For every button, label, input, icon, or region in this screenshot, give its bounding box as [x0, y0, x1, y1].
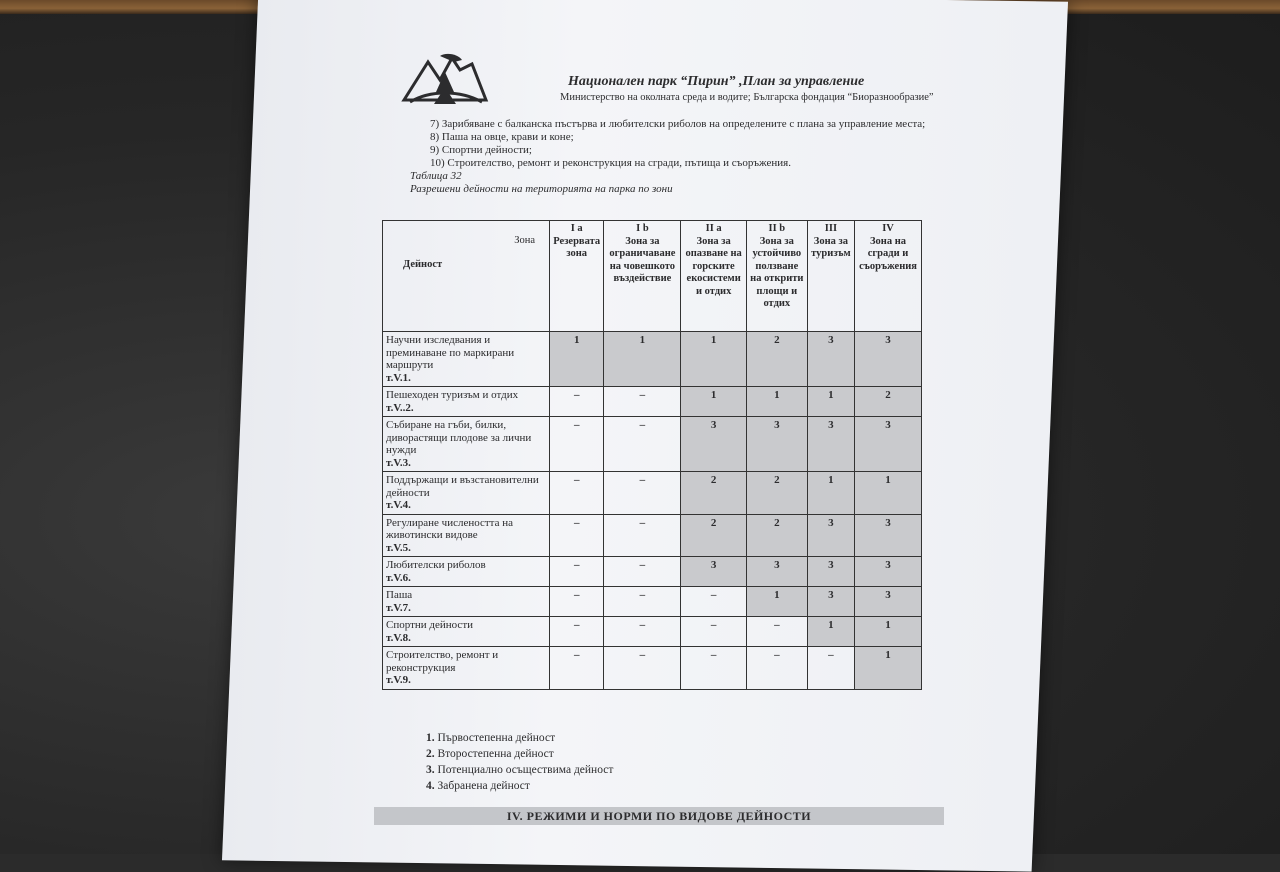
activity-name: Поддържащи и възстановителни дейности	[386, 474, 539, 499]
activity-name: Събиране на гъби, билки, диворастящи плодове за лични нужди	[386, 419, 532, 456]
value-cell: 3	[681, 417, 747, 472]
value-cell: –	[550, 387, 604, 417]
corner-zone-label: Зона	[514, 235, 535, 246]
column-code: I b	[636, 223, 649, 234]
value-cell: –	[681, 587, 747, 617]
value-cell: –	[807, 647, 854, 690]
value-cell: –	[604, 387, 681, 417]
value-cell: 3	[746, 557, 807, 587]
table-row	[383, 557, 922, 587]
activity-cell	[383, 332, 550, 387]
table-header-row	[383, 221, 922, 332]
list-item: 10) Строителство, ремонт и реконструкция на сгради, пътища и съоръжения.	[430, 157, 791, 169]
table-row	[383, 647, 922, 690]
value-cell: 1	[746, 387, 807, 417]
column-label: Резервата зона	[553, 235, 601, 259]
table-number: Таблица 32	[410, 170, 462, 182]
corner-activity-label: Дейност	[403, 259, 443, 270]
legend-text: Второстепенна дейност	[437, 748, 554, 760]
value-cell: 1	[550, 332, 604, 387]
value-cell: 2	[681, 514, 747, 557]
value-cell: 1	[681, 387, 747, 417]
table-row	[383, 587, 922, 617]
value-cell: 1	[807, 617, 854, 647]
column-header	[681, 221, 747, 332]
list-item: 8) Паша на овце, крави и коне;	[430, 131, 574, 143]
activity-cell	[383, 514, 550, 557]
header-subtitle: Министерство на околната среда и водите; Българска фондация “Биоразнообразие”	[560, 92, 934, 103]
table-row	[383, 417, 922, 472]
activity-cell	[383, 472, 550, 515]
value-cell: –	[681, 647, 747, 690]
activity-cell	[383, 417, 550, 472]
value-cell: 1	[855, 647, 922, 690]
column-label: Зона за устойчиво ползване на открити площи и отдих	[750, 235, 804, 309]
value-cell: 1	[807, 472, 854, 515]
activity-ref: т.V.8.	[386, 631, 411, 644]
column-header	[746, 221, 807, 332]
value-cell: –	[550, 514, 604, 557]
value-cell: 3	[855, 514, 922, 557]
column-code: II a	[705, 223, 722, 234]
activity-cell	[383, 587, 550, 617]
document-header	[400, 50, 960, 110]
value-cell: –	[550, 472, 604, 515]
activity-name: Пешеходен туризъм и отдих	[386, 389, 519, 401]
legend-number: 4.	[426, 780, 435, 792]
header-title: Национален парк “Пирин” ,План за управление	[568, 74, 865, 89]
activity-ref: т.V.4.	[386, 499, 411, 511]
value-cell: –	[550, 557, 604, 587]
table-row	[383, 617, 922, 647]
legend-text: Потенциално осъществима дейност	[437, 764, 614, 776]
table-row	[383, 472, 922, 515]
legend-item	[426, 730, 613, 746]
value-cell: –	[681, 617, 747, 647]
legend-text: Първостепенна дейност	[437, 732, 556, 744]
column-label: Зона за опазване на горските екосистеми и отдих	[685, 235, 742, 297]
value-cell: 2	[681, 472, 747, 515]
value-cell: –	[604, 557, 681, 587]
value-cell: 3	[807, 417, 854, 472]
table-row	[383, 514, 922, 557]
legend-number: 1.	[426, 732, 435, 744]
value-cell: 3	[807, 332, 854, 387]
value-cell: 3	[855, 332, 922, 387]
column-header	[855, 221, 922, 332]
activity-ref: т.V.3.	[386, 456, 411, 469]
column-header	[807, 221, 854, 332]
value-cell: –	[604, 417, 681, 472]
value-cell: 3	[807, 587, 854, 617]
column-label: Зона за туризъм	[811, 235, 851, 259]
column-code: IV	[882, 223, 894, 234]
list-item: 9) Спортни дейности;	[430, 144, 532, 156]
intro-list	[410, 118, 930, 196]
value-cell: –	[550, 647, 604, 690]
legend-number: 2.	[426, 748, 435, 760]
activity-name: Спортни дейности	[386, 619, 474, 631]
value-cell: –	[604, 617, 681, 647]
column-code: I a	[570, 223, 583, 234]
activity-name: Паша	[386, 589, 413, 601]
value-cell: 2	[746, 514, 807, 557]
column-code: II b	[768, 223, 786, 234]
value-cell: 3	[855, 587, 922, 617]
column-label: Зона за ограничаване на човешкото въздействие	[609, 235, 676, 284]
value-cell: –	[746, 647, 807, 690]
legend-item	[426, 778, 613, 794]
activity-cell	[383, 387, 550, 417]
value-cell: 2	[855, 387, 922, 417]
table-caption: Разрешени дейности на територията на парка по зони	[410, 183, 673, 195]
value-cell: –	[604, 472, 681, 515]
activity-name: Строителство, ремонт и реконструкция	[386, 649, 499, 674]
legend-item	[426, 762, 613, 778]
activity-cell	[383, 617, 550, 647]
activity-ref: т.V.9.	[386, 674, 411, 686]
activity-cell	[383, 557, 550, 587]
value-cell: 1	[807, 387, 854, 417]
table-corner-cell	[383, 221, 550, 332]
column-code: III	[824, 223, 838, 234]
value-cell: –	[604, 587, 681, 617]
value-cell: 3	[855, 417, 922, 472]
activity-cell	[383, 647, 550, 690]
document-page	[340, 40, 940, 840]
park-logo-icon	[400, 50, 490, 110]
activity-name: Любителски риболов	[386, 559, 486, 571]
value-cell: 2	[746, 332, 807, 387]
value-cell: 3	[855, 557, 922, 587]
activity-ref: т.V.1.	[386, 371, 411, 384]
value-cell: –	[550, 417, 604, 472]
legend-number: 3.	[426, 764, 435, 776]
activity-name: Научни изследвания и преминаване по маркирани маршрути	[386, 334, 515, 371]
value-cell: 1	[855, 472, 922, 515]
legend-item	[426, 746, 613, 762]
section-heading: IV. РЕЖИМИ И НОРМИ ПО ВИДОВЕ ДЕЙНОСТИ	[374, 807, 944, 825]
value-cell: 1	[746, 587, 807, 617]
activity-ref: т.V.6.	[386, 571, 411, 584]
list-item: 7) Зарибяване с балканска пъстърва и любителски риболов на определените с плана за управление места;	[430, 118, 926, 130]
activity-ref: т.V..2.	[386, 401, 414, 414]
value-cell: –	[604, 647, 681, 690]
value-cell: 1	[855, 617, 922, 647]
value-cell: 3	[807, 514, 854, 557]
table-row	[383, 387, 922, 417]
value-cell: –	[550, 587, 604, 617]
column-label: Зона на сгради и съоръжения	[859, 235, 917, 272]
value-cell: 2	[746, 472, 807, 515]
activity-name: Регулиране числеността на животински видове	[386, 516, 514, 541]
value-cell: –	[550, 617, 604, 647]
value-cell: 1	[681, 332, 747, 387]
value-cell: –	[604, 514, 681, 557]
activity-ref: т.V.7.	[386, 601, 411, 614]
column-header	[604, 221, 681, 332]
column-header	[550, 221, 604, 332]
activities-zones-table	[382, 220, 922, 690]
value-cell: 3	[681, 557, 747, 587]
legend	[426, 730, 613, 794]
value-cell: –	[746, 617, 807, 647]
value-cell: 3	[746, 417, 807, 472]
table-row	[383, 332, 922, 387]
value-cell: 3	[807, 557, 854, 587]
activity-ref: т.V.5.	[386, 541, 411, 554]
value-cell: 1	[604, 332, 681, 387]
legend-text: Забранена дейност	[437, 780, 530, 792]
